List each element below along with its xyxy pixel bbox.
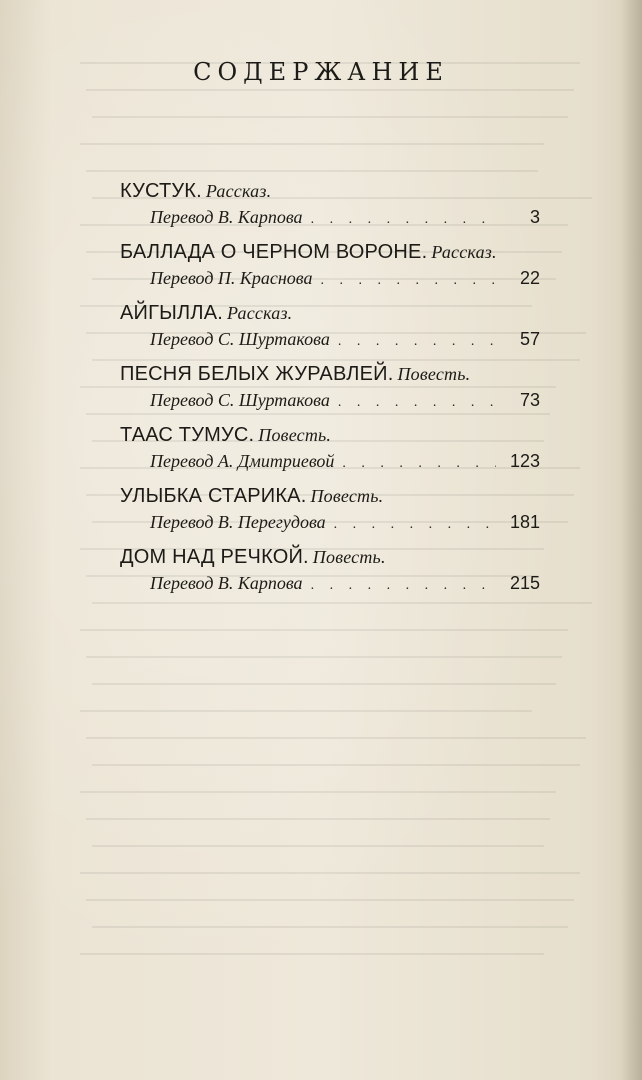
translator-name: Перевод А. Дмитриевой: [150, 451, 335, 471]
bleed-line: [86, 899, 574, 901]
leader-dots: [311, 207, 496, 233]
entry-translator-line: [150, 448, 540, 477]
entry-translator-line: [150, 265, 540, 294]
translator-name: Перевод В. Карпова: [150, 207, 303, 227]
translator-name: Перевод С. Шуртакова: [150, 390, 330, 410]
entry-genre: Повесть.: [312, 547, 386, 567]
entry-translator-line: [150, 387, 540, 416]
page-number: 215: [509, 573, 540, 593]
entry-translator-line: [150, 570, 540, 599]
entry-name: БАЛЛАДА О ЧЕРНОМ ВОРОНЕ.: [120, 241, 428, 263]
leader-dots: [311, 573, 496, 599]
bleed-line: [92, 926, 568, 928]
page-gutter-shadow: [620, 0, 642, 1080]
leader-dots: [342, 451, 496, 477]
entry-genre: Повесть.: [397, 364, 471, 384]
toc-entry: [120, 300, 540, 355]
bleed-line: [86, 737, 586, 739]
bleed-line: [80, 791, 556, 793]
bleed-line: [92, 116, 568, 118]
bleed-line: [80, 710, 532, 712]
page-title: СОДЕРЖАНИЕ: [193, 58, 449, 86]
entry-title: [120, 300, 540, 326]
bleed-line: [92, 764, 580, 766]
page-number: 57: [519, 329, 540, 349]
bleed-line: [80, 953, 544, 955]
translator-name: Перевод В. Карпова: [150, 573, 303, 593]
entry-title: [120, 422, 540, 448]
bleed-line: [86, 656, 562, 658]
translator-name: Перевод С. Шуртакова: [150, 329, 330, 349]
entry-name: АЙГЫЛЛА.: [120, 302, 223, 324]
translator-name: Перевод П. Краснова: [150, 268, 313, 288]
toc-entry: [120, 178, 540, 233]
entry-genre: Повесть.: [258, 425, 332, 445]
bleed-line: [92, 683, 556, 685]
entry-translator-line: [150, 204, 540, 233]
entry-title: [120, 239, 540, 265]
bleed-line: [80, 872, 580, 874]
entry-name: КУСТУК.: [120, 180, 202, 202]
entry-title: [120, 361, 540, 387]
page-number: 123: [509, 451, 540, 471]
leader-dots: [334, 512, 496, 538]
entry-title: [120, 483, 540, 509]
entry-genre: Рассказ.: [431, 242, 497, 262]
toc-entry: [120, 361, 540, 416]
entry-name: ДОМ НАД РЕЧКОЙ.: [120, 546, 309, 568]
bleed-line: [92, 845, 544, 847]
bleed-line: [86, 818, 550, 820]
leader-dots: [338, 390, 496, 416]
entry-title: [120, 178, 540, 204]
bleed-line: [80, 629, 568, 631]
toc-entry: [120, 422, 540, 477]
entry-name: ТААС ТУМУС.: [120, 424, 255, 446]
page-number: 73: [519, 390, 540, 410]
toc-entry: [120, 544, 540, 599]
leader-dots: [338, 329, 496, 355]
entry-translator-line: [150, 326, 540, 355]
entry-title: [120, 544, 540, 570]
page-number: 181: [509, 512, 540, 532]
entry-translator-line: [150, 509, 540, 538]
bleed-line: [86, 89, 574, 91]
entry-genre: Рассказ.: [227, 303, 293, 323]
toc-entry: [120, 239, 540, 294]
page-number: 22: [519, 268, 540, 288]
entry-genre: Повесть.: [310, 486, 384, 506]
page-number: 3: [529, 207, 540, 227]
leader-dots: [320, 268, 496, 294]
bleed-line: [86, 170, 538, 172]
table-of-contents: [120, 178, 540, 605]
entry-genre: Рассказ.: [205, 181, 272, 201]
bleed-line: [80, 143, 544, 145]
entry-name: УЛЫБКА СТАРИКА.: [120, 485, 307, 507]
entry-name: ПЕСНЯ БЕЛЫХ ЖУРАВЛЕЙ.: [120, 363, 394, 385]
toc-entry: [120, 483, 540, 538]
translator-name: Перевод В. Перегудова: [150, 512, 326, 532]
